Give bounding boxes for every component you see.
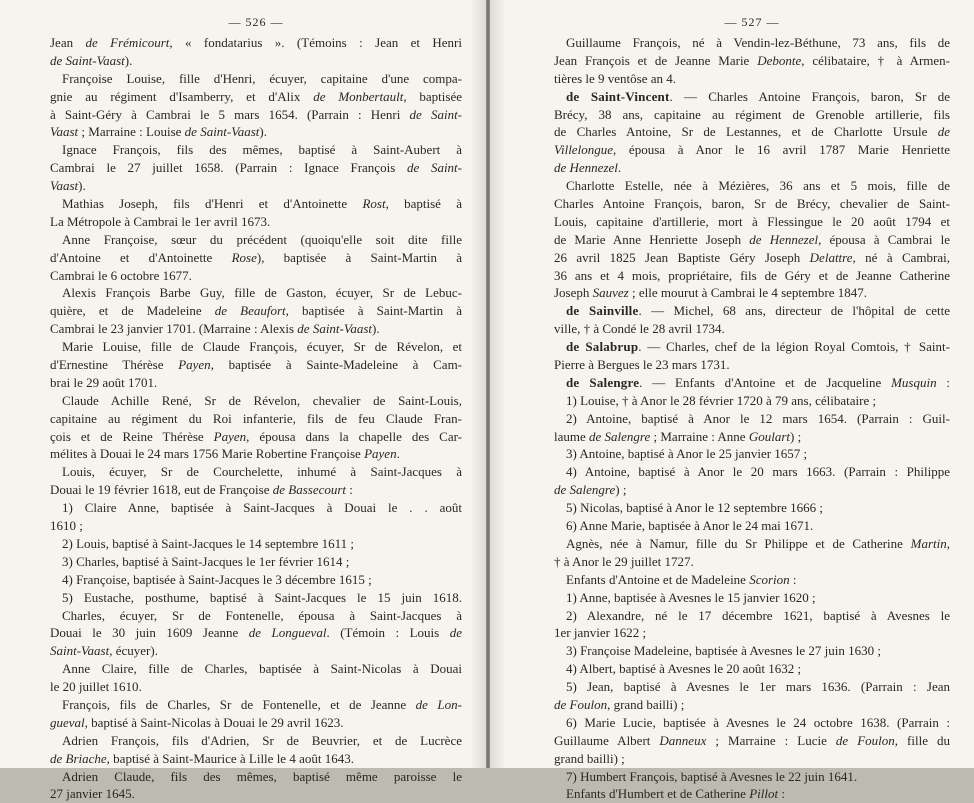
text-segment: Agnès, née à Namur, fille du Sr Philippe et de Catherine [566, 535, 911, 551]
text-segment: , grand bailli) ; [607, 696, 685, 712]
text-line [50, 678, 462, 696]
text-segment: le 20 juillet 1610. [50, 679, 142, 695]
text-line [554, 52, 950, 70]
text-segment: Jean [50, 35, 86, 50]
text-segment: , épousa à Cambrai le [818, 231, 951, 247]
text-segment: 26 avril 1825 Jean Baptiste Géry Joseph [554, 249, 810, 265]
text-line [554, 660, 950, 678]
text-segment: Charles Antoine François, baron, Sr de Brécy, chevalier de Saint- [554, 196, 950, 212]
text-line [554, 70, 950, 88]
text-segment: 5) Jean, baptisé à Avesnes le 1er mars 1636. (Parrain : Jean [566, 679, 950, 695]
text-segment: , né à Cambrai, [852, 249, 951, 265]
text-segment: Françoise Louise, fille d'Henri, écuyer, capitaine d'une compa- [62, 70, 462, 86]
text-segment: 4) Françoise, baptisée à Saint-Jacques le 3 décembre 1615 ; [62, 571, 372, 587]
text-segment: 1) Anne, baptisée à Avesnes le 15 janvier 1620 ; [566, 589, 816, 605]
text-line [554, 445, 950, 463]
text-segment: Mathias Joseph, fils d'Henri et d'Antoinette [62, 196, 363, 212]
text-line [50, 231, 462, 249]
text-line [554, 553, 950, 571]
text-segment: Douai le 30 juin 1609 Jeanne [50, 625, 249, 641]
text-line [50, 374, 462, 392]
text-line [554, 714, 950, 732]
text-line [554, 624, 950, 642]
text-line [50, 213, 462, 231]
text-line [50, 356, 462, 374]
text-line [554, 392, 950, 410]
italic-text: de Saint- [409, 106, 463, 122]
italic-text: de Saint-Vaast [184, 124, 260, 140]
text-segment: laume [554, 428, 590, 444]
text-segment: 3) Françoise Madeleine, baptisée à Avesnes le 27 juin 1630 ; [566, 643, 881, 659]
text-segment: . — Charles, chef de la légion Royal Comtois, † Saint- [638, 339, 950, 355]
text-segment: , baptisée [403, 88, 462, 104]
text-line [50, 750, 462, 768]
text-segment: Enfants d'Humbert et de Catherine [566, 786, 750, 802]
text-segment: , célibataire, † à Armen- [801, 52, 950, 68]
text-line [554, 410, 950, 428]
text-line [554, 88, 950, 106]
text-line [50, 123, 462, 141]
text-line [554, 267, 950, 285]
italic-text: Delattre [809, 249, 853, 265]
text-line [50, 624, 462, 642]
text-segment: . [617, 160, 622, 176]
italic-text: Rose [231, 249, 257, 265]
entry-heading: de Salabrup [566, 339, 639, 355]
text-segment: d'Ernestine Thérèse [50, 357, 179, 373]
text-segment: Enfants d'Antoine et de Madeleine [566, 571, 750, 587]
italic-text: de Hennezel [554, 160, 618, 176]
italic-text: Debonte [757, 52, 802, 68]
italic-text: de [449, 625, 462, 641]
italic-text: de [937, 124, 950, 140]
text-line [50, 499, 462, 517]
text-segment: ). [372, 321, 380, 337]
entry-heading: de Saint-Vincent [566, 88, 670, 104]
right-page-number: — 527 — [724, 15, 780, 29]
text-segment: Alexis François Barbe Guy, fille de Gaston, écuyer, Sr de Lebuc- [62, 285, 462, 301]
text-line [554, 159, 950, 177]
text-line [554, 642, 950, 660]
italic-text: Scorion [749, 571, 790, 587]
text-segment: 6) Marie Lucie, baptisée à Avesnes le 24 octobre 1638. (Parrain : [566, 714, 950, 730]
text-segment: ville, † à Condé le 28 avril 1734. [554, 321, 725, 337]
text-line [554, 177, 950, 195]
text-line [554, 499, 950, 517]
text-segment: 36 ans et 4 mois, propriétaire, fils de Géry et de Jeanne Catherine [554, 267, 950, 283]
text-segment: 2) Louis, baptisé à Saint-Jacques le 14 septembre 1611 ; [62, 535, 354, 551]
text-line [50, 338, 462, 356]
text-line [554, 195, 950, 213]
text-segment: à Saint-Géry à Cambrai le 5 mars 1654. (Parrain : Henri [50, 106, 410, 122]
left-page [0, 0, 486, 802]
text-segment: ). [78, 178, 86, 194]
text-segment: La Métropole à Cambrai le 1er avril 1673. [50, 213, 271, 229]
text-line [50, 463, 462, 481]
text-line [50, 249, 462, 267]
text-line [554, 535, 950, 553]
text-segment: François, fils de Charles, Sr de Fontenelle, et de Jeanne [62, 696, 416, 712]
text-segment: brai le 29 août 1701. [50, 374, 158, 390]
text-line [50, 392, 462, 410]
italic-text: de Saint- [406, 160, 462, 176]
left-page-text [50, 34, 462, 803]
text-line [554, 571, 950, 589]
italic-text: Martin [910, 535, 947, 551]
italic-text: Payen [213, 428, 247, 444]
text-segment: Cambrai le 27 juillet 1658. (Parrain : Ignace François [50, 160, 407, 176]
text-segment: , fille du [894, 732, 950, 748]
italic-text: de Foulon [835, 732, 895, 748]
text-segment: Ignace François, fils des mêmes, baptisé à Saint-Aubert à [62, 142, 462, 158]
text-segment: Cambrai le 23 janvier 1701. (Marraine : Alexis [50, 321, 298, 337]
text-line [554, 750, 950, 768]
text-line [50, 768, 462, 786]
text-line [554, 732, 950, 750]
text-segment: : [936, 374, 950, 390]
text-segment: 2) Alexandre, né le 17 décembre 1621, baptisé à Avesnes le [566, 607, 950, 623]
text-line [50, 481, 462, 499]
text-line [554, 141, 950, 159]
text-segment: ; elle mourut à Cambrai le 4 septembre 1847. [628, 285, 868, 301]
text-segment: 27 janvier 1645. [50, 786, 135, 802]
text-segment: , épousa dans la chapelle des Car- [246, 428, 462, 444]
text-line [50, 320, 462, 338]
text-line [50, 284, 462, 302]
text-segment: 7) Humbert François, baptisé à Avesnes le 22 juin 1641. [566, 768, 858, 784]
text-segment: Adrien Claude, fils des mêmes, baptisé même paroisse le [62, 768, 462, 784]
text-line [554, 785, 950, 803]
text-segment: Charlotte Estelle, née à Mézières, 36 ans et 5 mois, fille de [566, 178, 950, 194]
text-segment: Douai le 19 février 1618, eut de Françoise [50, 482, 273, 498]
text-line [554, 213, 950, 231]
text-line [554, 302, 950, 320]
text-segment: 1) Claire Anne, baptisée à Saint-Jacques à Douai le . . août [62, 500, 462, 516]
text-line [50, 607, 462, 625]
text-segment: Anne Françoise, sœur du précédent (quoiqu'elle soit dite fille [62, 231, 462, 247]
right-page-text [554, 34, 950, 803]
text-segment: mélites à Douai le 24 mars 1756 Marie Robertine Françoise [50, 446, 365, 462]
text-segment: 2) Antoine, baptisé à Anor le 12 mars 1654. (Parrain : Guil- [566, 410, 950, 426]
italic-text: gueval [50, 714, 85, 730]
text-line [554, 320, 950, 338]
text-segment: ). [259, 124, 268, 140]
text-segment: 1) Louise, † à Anor le 28 février 1720 à 79 ans, célibataire ; [566, 392, 877, 408]
text-segment: çois et de Reine Thérèse [50, 428, 214, 444]
text-line [50, 642, 462, 660]
text-line [554, 374, 950, 392]
italic-text: Sauvez [592, 285, 629, 301]
text-line [50, 159, 462, 177]
text-segment: tières le 9 ventôse an 4. [554, 70, 677, 86]
text-segment: , baptisé à [385, 196, 462, 212]
text-line [50, 141, 462, 159]
italic-text: Goulart [748, 428, 790, 444]
text-line [554, 696, 950, 714]
italic-text: de Salengre [589, 428, 651, 444]
text-line [50, 70, 462, 88]
text-line [50, 517, 462, 535]
left-page-number: — 526 — [228, 15, 284, 29]
italic-text: de Salengre [554, 482, 616, 498]
text-segment: gnie au régiment d'Isamberry, et d'Alix [50, 88, 314, 104]
text-line [50, 195, 462, 213]
text-line [50, 302, 462, 320]
italic-text: Musquin [891, 374, 937, 390]
text-line [50, 106, 462, 124]
text-line [554, 768, 950, 786]
italic-text: Payen [178, 357, 211, 373]
text-line [554, 284, 950, 302]
text-line [50, 445, 462, 463]
text-line [554, 34, 950, 52]
text-segment: Cambrai le 6 octobre 1677. [50, 267, 192, 283]
text-segment: , baptisée à Sainte-Madeleine à Cam- [210, 357, 463, 373]
text-line [50, 535, 462, 553]
text-line [50, 52, 462, 70]
italic-text: Danneux [659, 732, 707, 748]
text-segment: Louis, écuyer, Sr de Courchelette, inhumé à Saint-Jacques à [62, 464, 462, 480]
text-segment: ) ; [615, 482, 627, 498]
italic-text: de Saint-Vaast [50, 52, 125, 68]
text-segment: de Marie Anne Henriette Joseph [554, 231, 750, 247]
text-segment: 1610 ; [50, 518, 83, 534]
text-line [554, 123, 950, 141]
italic-text: de Saint-Vaast [297, 321, 373, 337]
italic-text: Villelongue [554, 142, 613, 158]
italic-text: Vaast [50, 178, 79, 194]
text-line [50, 660, 462, 678]
text-segment: ). [124, 52, 133, 68]
italic-text: de Longueval [248, 625, 327, 641]
text-line [554, 463, 950, 481]
entry-heading: de Sainville [566, 303, 639, 319]
text-segment: quière, et de Madeleine [50, 303, 215, 319]
text-segment: † à Anor le 29 juillet 1727. [554, 553, 694, 569]
italic-text: Vaast [50, 124, 79, 140]
text-line [554, 428, 950, 446]
text-line [554, 517, 950, 535]
text-line [50, 732, 462, 750]
text-segment: . [396, 446, 400, 462]
text-segment: grand bailli) ; [554, 750, 625, 766]
text-segment: Brécy, 38 ans, capitaine au régiment de Grenoble artillerie, fils [554, 106, 950, 122]
text-segment: , écuyer). [109, 643, 158, 659]
text-line [554, 356, 950, 374]
text-segment: 4) Albert, baptisé à Avesnes le 20 août 1632 ; [566, 661, 802, 677]
text-segment: , [946, 535, 950, 551]
text-segment: : [789, 571, 797, 587]
text-line [50, 785, 462, 803]
italic-text: de Briache [50, 750, 107, 766]
italic-text: Payen [364, 446, 397, 462]
italic-text: de Beaufort [214, 303, 286, 319]
text-segment: Louis, capitaine d'artillerie, mort à Flessingue le 20 août 1794 et [554, 213, 950, 229]
text-line [50, 553, 462, 571]
text-segment: Jean François et de Jeanne Marie [554, 52, 758, 68]
italic-text: de Monbertault [313, 88, 404, 104]
text-line [554, 589, 950, 607]
text-line [554, 231, 950, 249]
text-line [50, 34, 462, 52]
text-segment: d'Antoine et d'Antoinette [50, 249, 232, 265]
text-line [50, 428, 462, 446]
text-line [554, 607, 950, 625]
text-segment: ) ; [790, 428, 802, 444]
text-segment: Pierre à Bergues le 23 mars 1731. [554, 357, 730, 373]
text-segment: 1er janvier 1622 ; [554, 625, 647, 641]
text-line [50, 589, 462, 607]
text-segment: ; Marraine : Lucie [706, 732, 836, 748]
italic-text: Saint-Vaast [50, 643, 110, 659]
text-segment: Adrien François, fils d'Adrien, Sr de Beuvrier, et de Lucrèce [62, 732, 462, 748]
italic-text: de Frémicourt [85, 35, 170, 50]
text-segment: 5) Eustache, posthume, baptisé à Saint-Jacques le 15 juin 1618. [62, 589, 462, 605]
text-segment: . — Enfants d'Antoine et de Jacqueline [639, 374, 892, 390]
italic-text: de Bassecourt [272, 482, 347, 498]
text-segment: de Charles Antoine, Sr de Lestannes, et de Charlotte Ursule [554, 124, 938, 140]
text-segment: 3) Charles, baptisé à Saint-Jacques le 1er février 1614 ; [62, 553, 350, 569]
text-line [554, 481, 950, 499]
text-line [50, 571, 462, 589]
text-segment: ; Marraine : Louise [78, 124, 185, 140]
text-segment: , « fondatarius ». (Témoins : Jean et Henri [169, 35, 462, 50]
text-line [50, 88, 462, 106]
italic-text: de Lon- [415, 696, 462, 712]
text-line [554, 249, 950, 267]
text-line [50, 696, 462, 714]
text-segment: 6) Anne Marie, baptisée à Anor le 24 mai 1671. [566, 518, 814, 534]
text-segment: ), baptisée à Saint-Martin à [256, 249, 462, 265]
text-segment: . (Témoin : Louis [326, 625, 450, 641]
text-segment: ; Marraine : Anne [650, 428, 749, 444]
text-line [554, 678, 950, 696]
text-segment: : [346, 482, 353, 498]
text-segment: 5) Nicolas, baptisé à Anor le 12 septembre 1666 ; [566, 500, 824, 516]
entry-heading: de Salengre [566, 374, 640, 390]
text-segment: : [778, 786, 785, 802]
text-segment: , baptisée à Saint-Martin à [285, 303, 463, 319]
italic-text: de Foulon [554, 696, 608, 712]
text-segment: Claude Achille René, Sr de Révelon, chevalier de Saint-Louis, [62, 392, 462, 408]
text-segment: 3) Antoine, baptisé à Anor le 25 janvier 1657 ; [566, 446, 808, 462]
text-segment: Joseph [554, 285, 593, 301]
text-segment: capitaine au régiment du Roi infanterie, fils de feu Claude Fran- [50, 410, 462, 426]
right-page [490, 0, 974, 802]
text-segment: , baptisé à Saint-Maurice à Lille le 4 août 1643. [106, 750, 354, 766]
italic-text: Rost [362, 196, 386, 212]
text-segment: Charles, écuyer, Sr de Fontenelle, épousa à Saint-Jacques à [62, 607, 462, 623]
text-line [50, 714, 462, 732]
text-segment: , épousa à Anor le 16 avril 1787 Marie Henriette [612, 142, 950, 158]
italic-text: de Hennezel [749, 231, 819, 247]
text-line [50, 267, 462, 285]
text-segment: Guillaume François, né à Vendin-lez-Béthune, 73 ans, fils de [566, 35, 950, 50]
text-line [554, 338, 950, 356]
text-segment: Guillaume Albert [554, 732, 660, 748]
text-segment: . — Charles Antoine François, baron, Sr de [669, 88, 950, 104]
italic-text: Pillot [749, 786, 779, 802]
text-segment: . — Michel, 68 ans, directeur de l'hôpital de cette [638, 303, 950, 319]
text-line [554, 106, 950, 124]
text-segment: , baptisé à Saint-Nicolas à Douai le 29 avril 1623. [84, 714, 344, 730]
text-line [50, 177, 462, 195]
text-line [50, 410, 462, 428]
text-segment: Anne Claire, fille de Charles, baptisée à Saint-Nicolas à Douai [62, 661, 462, 677]
text-segment: 4) Antoine, baptisé à Anor le 20 mars 1663. (Parrain : Philippe [566, 464, 950, 480]
text-segment: Marie Louise, fille de Claude François, écuyer, Sr de Révelon, et [62, 339, 462, 355]
